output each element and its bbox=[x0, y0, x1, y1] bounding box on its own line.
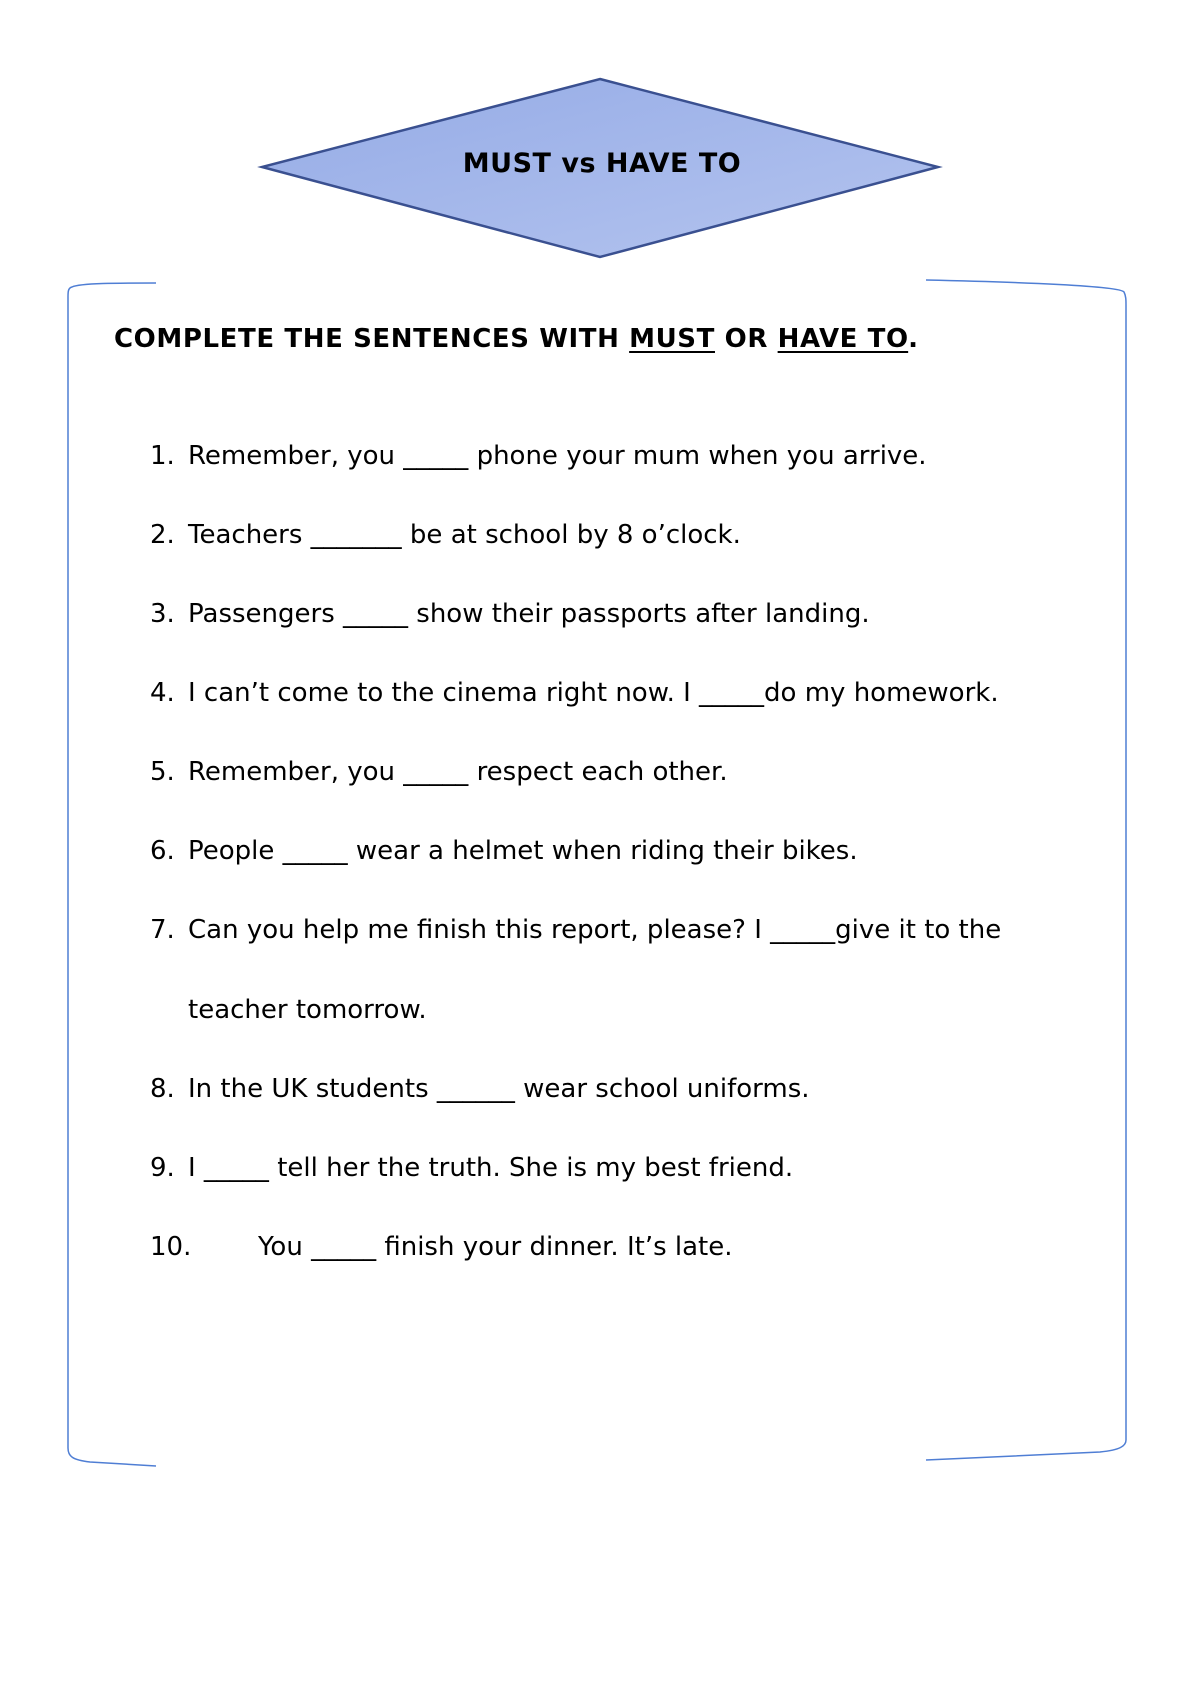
exercise-text: Can you help me finish this report, please? I _____give it to the bbox=[188, 915, 1002, 945]
exercise-number: 8. bbox=[150, 1074, 175, 1104]
exercise-number: 4. bbox=[150, 678, 175, 708]
exercise-number: 6. bbox=[150, 836, 175, 866]
exercise-item bbox=[150, 1074, 810, 1104]
exercise-text: In the UK students ______ wear school uniforms. bbox=[188, 1074, 810, 1104]
exercise-item bbox=[150, 757, 728, 787]
exercise-number: 7. bbox=[150, 915, 175, 945]
exercise-text: People _____ wear a helmet when riding their bikes. bbox=[188, 836, 858, 866]
exercise-item bbox=[150, 520, 741, 550]
exercise-number: 1. bbox=[150, 441, 175, 471]
instruction-heading bbox=[114, 324, 919, 354]
exercise-text-continuation: teacher tomorrow. bbox=[188, 995, 427, 1025]
exercise-number: 5. bbox=[150, 757, 175, 787]
exercise-item bbox=[150, 1232, 733, 1262]
exercise-text: Passengers _____ show their passports after landing. bbox=[188, 599, 870, 629]
exercise-item bbox=[150, 1153, 793, 1183]
worksheet-title: MUST vs HAVE TO bbox=[462, 148, 742, 179]
instruction-option-have-to: HAVE TO bbox=[777, 324, 909, 354]
exercise-number: 2. bbox=[150, 520, 175, 550]
exercise-text: Remember, you _____ respect each other. bbox=[188, 757, 728, 787]
instruction-option-must: MUST bbox=[629, 324, 715, 354]
instruction-suffix: . bbox=[908, 324, 919, 354]
exercise-number: 9. bbox=[150, 1153, 175, 1183]
exercise-item bbox=[150, 836, 858, 866]
exercise-item bbox=[150, 678, 999, 708]
exercise-text: You _____ finish your dinner. It’s late. bbox=[258, 1232, 733, 1262]
instruction-prefix: COMPLETE THE SENTENCES WITH bbox=[114, 324, 630, 354]
exercise-number: 10. bbox=[150, 1232, 192, 1262]
exercise-text: I can’t come to the cinema right now. I _____do my homework. bbox=[188, 678, 999, 708]
exercise-text: Teachers _______ be at school by 8 o’clock. bbox=[188, 520, 741, 550]
instruction-middle: OR bbox=[714, 324, 778, 354]
exercise-text: Remember, you _____ phone your mum when you arrive. bbox=[188, 441, 927, 471]
exercise-number: 3. bbox=[150, 599, 175, 629]
exercise-item bbox=[150, 599, 870, 629]
exercise-item bbox=[150, 915, 1001, 945]
exercise-text: I _____ tell her the truth. She is my best friend. bbox=[188, 1153, 794, 1183]
exercise-item bbox=[150, 441, 927, 471]
exercise-continuation bbox=[150, 995, 427, 1025]
